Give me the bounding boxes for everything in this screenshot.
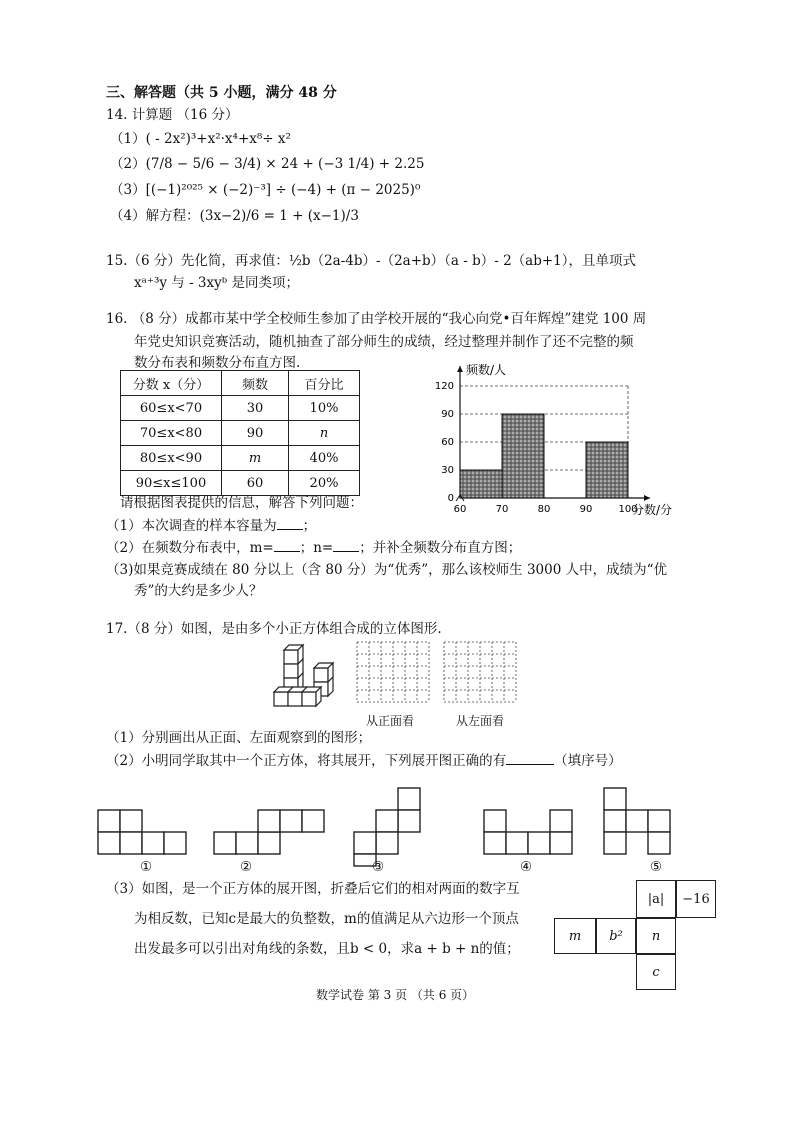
table-cell: 60 bbox=[222, 471, 289, 496]
table-header: 频数 bbox=[222, 371, 289, 396]
x-tick-label: 70 bbox=[495, 504, 509, 515]
cube-nets-figure bbox=[98, 788, 698, 868]
q14-item-3: （3）[(−1)²⁰²⁵ × (−2)⁻³] ÷ (−4) + (π − 2025)⁰ bbox=[110, 182, 421, 198]
cube-net-2 bbox=[214, 810, 324, 854]
q17-sub-3-line-1: （3）如图，是一个正方体的展开图，折叠后它们的相对两面的数字互 bbox=[106, 881, 520, 897]
cube-stack-figure bbox=[270, 640, 350, 710]
left-view-grid bbox=[442, 640, 522, 704]
q17-sub-3-line-2: 为相反数，已知c是最大的负整数，m的值满足从六边形一个顶点 bbox=[134, 911, 519, 927]
q17-sub-2-text: （2）小明同学取其中一个正方体，将其展开，下列展开图正确的有 bbox=[106, 753, 507, 769]
x-tick-label: 90 bbox=[579, 504, 593, 515]
y-tick-label: 0 bbox=[447, 493, 454, 504]
table-header: 分数 x（分） bbox=[121, 371, 222, 396]
net-cell-c: c bbox=[636, 954, 676, 990]
x-axis-arrow bbox=[644, 495, 650, 501]
table-cell: 20% bbox=[289, 471, 360, 496]
cube-net-3 bbox=[354, 788, 420, 866]
net-label-3: ③ bbox=[372, 859, 385, 875]
q16-sub-2-text-b: ；n= bbox=[299, 540, 334, 556]
q17-sub-1: （1）分别画出从正面、左面观察到的图形； bbox=[106, 730, 372, 746]
left-view-label: 从左面看 bbox=[456, 714, 505, 728]
x-tick-label: 100 bbox=[618, 504, 638, 515]
table-cell: 30 bbox=[222, 396, 289, 421]
q16-sub-1-text: （1）本次调查的样本容量为 bbox=[106, 518, 277, 534]
net-cell-m: m bbox=[554, 918, 596, 954]
x-tick-label: 60 bbox=[453, 504, 467, 515]
table-row bbox=[121, 471, 360, 496]
net-label-2: ② bbox=[240, 859, 253, 875]
y-axis-arrow bbox=[457, 366, 463, 372]
net-cell-b2: b² bbox=[596, 918, 636, 954]
cube-net-5 bbox=[604, 788, 670, 854]
q17-sub-2-end: （填序号） bbox=[554, 753, 622, 769]
table-cell: m bbox=[222, 446, 289, 471]
table-cell: 80≤x<90 bbox=[121, 446, 222, 471]
table-header: 百分比 bbox=[289, 371, 360, 396]
q14-item-1: （1）( - 2x²)³+x²·x⁴+x⁸÷ x² bbox=[110, 131, 291, 147]
q15-line-2: xᵃ⁺³y 与 - 3xyᵇ 是同类项； bbox=[134, 275, 299, 291]
table-cell: 10% bbox=[289, 396, 360, 421]
table-cell: 60≤x<70 bbox=[121, 396, 222, 421]
q16-line-3: 数分布表和频数分布直方图. bbox=[134, 355, 301, 371]
answer-blank-n bbox=[333, 538, 359, 552]
front-view-grid bbox=[355, 640, 435, 704]
table-header-row bbox=[121, 371, 360, 396]
table-row bbox=[121, 421, 360, 446]
histogram-bar bbox=[502, 414, 544, 498]
q16-sub-1 bbox=[106, 516, 316, 535]
answer-blank bbox=[277, 516, 303, 530]
net-label-1: ① bbox=[140, 859, 153, 875]
table-cell: 40% bbox=[289, 446, 360, 471]
y-tick-label: 90 bbox=[441, 409, 454, 420]
answer-blank bbox=[506, 751, 554, 765]
y-tick-label: 120 bbox=[434, 381, 454, 392]
cube-net-4 bbox=[484, 810, 572, 854]
q14-title: 14. 计算题 （16 分） bbox=[106, 107, 239, 123]
table-row bbox=[121, 396, 360, 421]
q16-sub-2 bbox=[106, 538, 521, 557]
q14-item-4: （4）解方程：(3x−2)/6 = 1 + (x−1)/3 bbox=[110, 208, 359, 224]
page-footer: 数学试卷 第 3 页 （共 6 页） bbox=[316, 988, 475, 1002]
cube-net-1 bbox=[98, 810, 186, 854]
net-cell-abs-a: |a| bbox=[636, 880, 676, 918]
q17-title: 17.（8 分）如图，是由多个小正方体组合成的立体图形. bbox=[106, 621, 442, 637]
net-cell-n: n bbox=[636, 918, 676, 954]
y-tick-label: 30 bbox=[441, 465, 454, 476]
q16-sub-3-line-2: 秀”的大约是多少人？ bbox=[134, 583, 263, 599]
frequency-histogram bbox=[420, 360, 680, 520]
histogram-bar bbox=[460, 470, 502, 498]
table-cell: 90 bbox=[222, 421, 289, 446]
q14-item-2: （2）(7/8 − 5/6 − 3/4) × 24 + (−3 1/4) + 2.25 bbox=[110, 156, 425, 172]
table-cell: n bbox=[289, 421, 360, 446]
q17-sub-3-line-3: 出发最多可以引出对角线的条数，且b < 0，求a + b + n的值； bbox=[134, 941, 520, 957]
q16-after-text: 请根据图表提供的信息，解答下列问题： bbox=[120, 495, 363, 511]
x-tick-label: 80 bbox=[537, 504, 551, 515]
table-row bbox=[121, 446, 360, 471]
table-cell: 90≤x≤100 bbox=[121, 471, 222, 496]
q16-sub-2-text-a: （2）在频数分布表中，m= bbox=[106, 540, 274, 556]
section-heading: 三、解答题（共 5 小题，满分 48 分 bbox=[106, 85, 337, 101]
answer-blank-m bbox=[274, 538, 300, 552]
q16-sub-1-end: ； bbox=[302, 518, 317, 534]
y-tick-label: 60 bbox=[441, 437, 454, 448]
frequency-table bbox=[120, 370, 360, 496]
q16-sub-3-line-1: （3)如果竞赛成绩在 80 分以上（含 80 分）为“优秀”，那么该校师生 3000 人中，成绩为“优 bbox=[106, 562, 668, 578]
front-view-label: 从正面看 bbox=[366, 714, 415, 728]
q16-line-2: 年党史知识竞赛活动，随机抽查了部分师生的成绩，经过整理并制作了还不完整的频 bbox=[134, 334, 634, 350]
q16-line-1: 16. （8 分）成都市某中学全校师生参加了由学校开展的“我心向党•百年辉煌”建党 100 周 bbox=[106, 311, 647, 327]
table-cell: 70≤x<80 bbox=[121, 421, 222, 446]
q17-sub-2 bbox=[106, 751, 622, 770]
x-axis-label: 分数/分 bbox=[632, 503, 673, 517]
net-label-5: ⑤ bbox=[650, 859, 663, 875]
net-label-4: ④ bbox=[520, 859, 533, 875]
net-cell-neg16: −16 bbox=[676, 880, 716, 918]
y-axis-label: 频数/人 bbox=[466, 363, 507, 377]
histogram-bar bbox=[586, 442, 628, 498]
q15-line-1: 15.（6 分）先化简，再求值：½b（2a-4b）-（2a+b）（a - b）- 2（ab+1），且单项式 bbox=[106, 253, 637, 269]
q16-sub-2-text-c: ；并补全频数分布直方图； bbox=[359, 540, 522, 556]
